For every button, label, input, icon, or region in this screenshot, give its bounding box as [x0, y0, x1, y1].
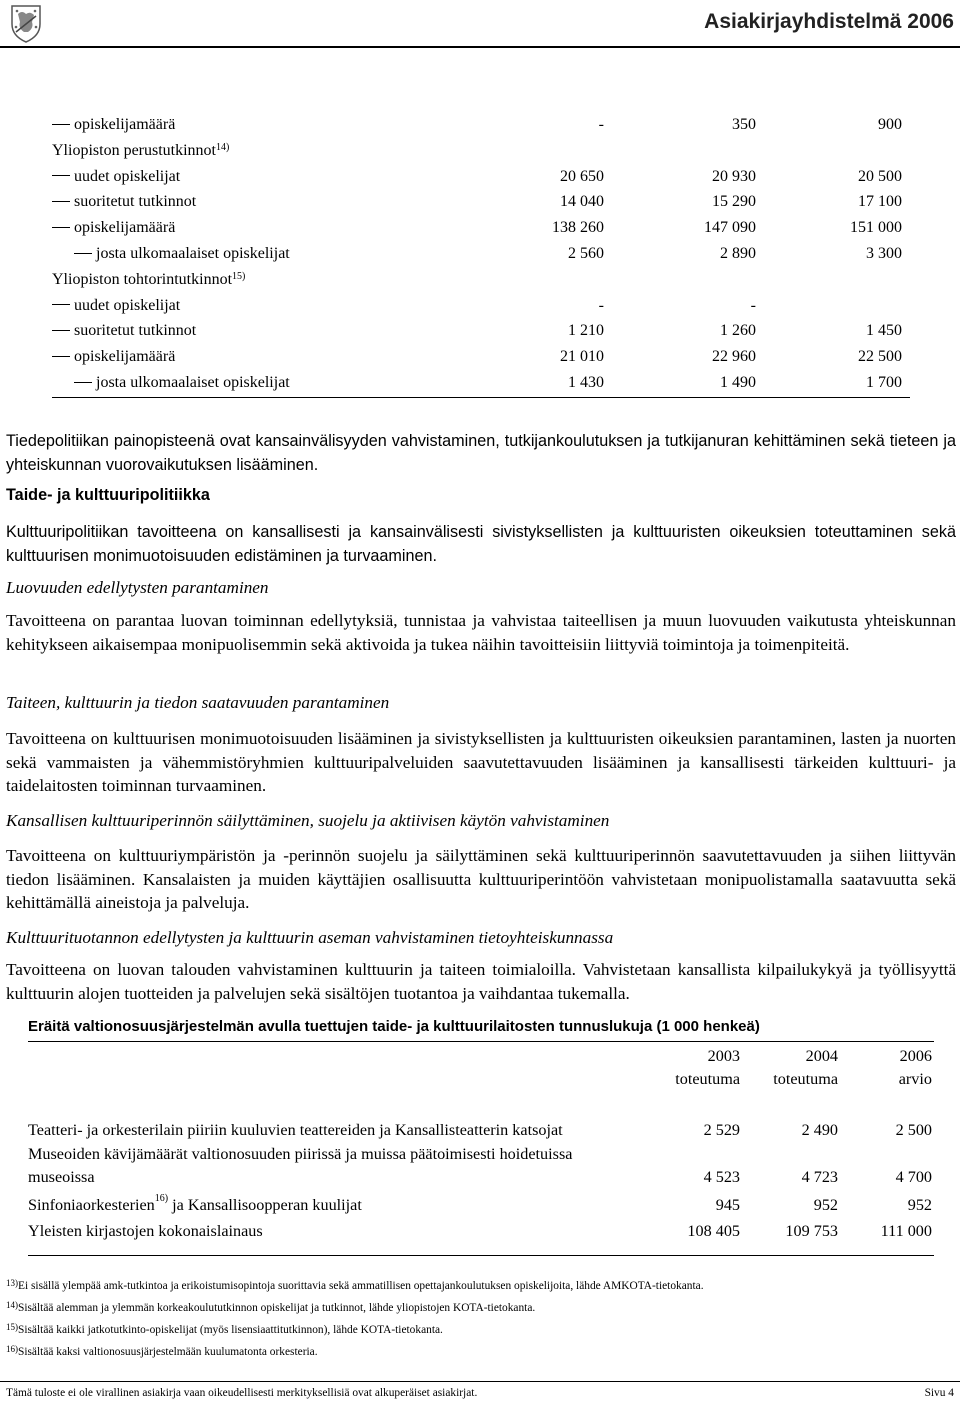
row-label-museums: Museoiden kävijämäärät valtionosuuden piirissä ja muissa päätoimisesti hoidetuissa: [28, 1145, 573, 1163]
table-cell: 1 260: [720, 322, 756, 340]
table-row: [52, 267, 910, 293]
footnote-14: $^{14)}$Sisältää alemman ja ylemmän korkeakoulututkinnon opiskelijat ja tutkinnot, lähde yliopistojen KOTA-tietokanta.: [6, 1300, 536, 1314]
education-statistics-table: [52, 112, 910, 396]
table-row: [52, 344, 910, 370]
row-label: josta ulkomaalaiset opiskelijat: [74, 370, 290, 396]
em-dash-marker: [52, 356, 70, 357]
table-cell: 1 210: [568, 322, 604, 340]
table-cell: 1 700: [866, 373, 902, 391]
table-cell: 21 010: [560, 348, 604, 366]
table-row: [52, 112, 910, 138]
col-header-2004: 2004 toteutuma: [773, 1047, 838, 1088]
page-number: Sivu 4: [924, 1387, 954, 1399]
footnote-15: $^{15)}$Sisältää kaikki jatkotutkinto-opiskelijat (myös lisensiaattitutkinnon), lähde KOTA-tietokanta.: [6, 1322, 443, 1336]
table-row: [52, 138, 910, 164]
em-dash-marker: [74, 382, 92, 383]
table-cell: 20 500: [858, 167, 902, 185]
row-label: josta ulkomaalaiset opiskelijat: [74, 241, 290, 267]
culture-institutions-table-title: Eräitä valtionosuusjärjestelmän avulla tuettujen taide- ja kulttuurilaitosten tunnuslukuja (1 000 henkeä): [28, 1018, 760, 1035]
table-cell: 151 000: [850, 219, 902, 237]
cell-theatre-2006: 2 500: [895, 1121, 932, 1139]
table-cell: 17 100: [858, 193, 902, 211]
table-cell: 2 890: [720, 244, 756, 262]
em-dash-marker: [52, 330, 70, 331]
cell-museums-2006: 4 700: [895, 1168, 932, 1186]
row-label: opiskelijamäärä: [52, 344, 175, 370]
table-row: [52, 293, 910, 319]
cell-libraries-2004: 109 753: [785, 1222, 838, 1240]
table-cell: 3 300: [866, 244, 902, 262]
subheading-creativity: Luovuuden edellytysten parantaminen: [6, 578, 269, 597]
cell-theatre-2003: 2 529: [703, 1121, 740, 1139]
subheading-information-society: Kulttuurituotannon edellytysten ja kulttuurin aseman vahvistaminen tietoyhteiskunnassa: [6, 928, 614, 947]
row-label-libraries: Yleisten kirjastojen kokonaislainaus: [28, 1222, 263, 1240]
footer-divider: [0, 1381, 960, 1382]
footnote-16: $^{16)}$Sisältää kaksi valtionosuusjärjestelmään kuulumatonta orkesteria.: [6, 1344, 318, 1358]
document-title: Asiakirjayhdistelmä 2006: [704, 10, 954, 33]
row-label: opiskelijamäärä: [52, 112, 175, 138]
table-cell: 1 430: [568, 373, 604, 391]
table-row: [52, 241, 910, 267]
table-row: [52, 370, 910, 396]
row-label: suoritetut tutkinnot: [52, 318, 196, 344]
table-row: [52, 318, 910, 344]
science-policy-paragraph: Tiedepolitiikan painopisteenä ovat kansainvälisyyden vahvistaminen, tutkijankoulutuksen ja tutkijanuran kehittäminen sekä tieteen ja yhteiskunnan vuorovaikutuksen lisääminen.: [6, 432, 956, 474]
header-divider: [0, 46, 960, 48]
row-label-symphony: Sinfoniaorkesterien$^{16)}$ ja Kansallisoopperan kuulijat: [28, 1193, 362, 1214]
table-cell: -: [598, 296, 604, 314]
table-cell: 138 260: [552, 219, 604, 237]
cell-symphony-2006: 952: [907, 1196, 932, 1214]
creativity-paragraph: Tavoitteena on parantaa luovan toiminnan edellytyksiä, tunnistaa ja vahvistaa taiteellisen ja muun luovuuden vaikutusta yhteiskunnan kehitykseen aikaisempaa monipuolisemmin sekä aktivoida ja tukea näihin tavoitteisiin liittyviä toimintoja ja toimenpiteitä.: [6, 611, 956, 654]
table-cell: 15 290: [712, 193, 756, 211]
row-label: Yliopiston perustutkinnot$^{14)}$: [52, 141, 230, 159]
footer-disclaimer: Tämä tuloste ei ole virallinen asiakirja vaan oikeudellisesti merkityksellisiä ovat alkuperäiset asiakirjat.: [6, 1387, 478, 1399]
table-cell: 14 040: [560, 193, 604, 211]
table-cell: 1 450: [866, 322, 902, 340]
table-cell: 2 560: [568, 244, 604, 262]
row-label: opiskelijamäärä: [52, 215, 175, 241]
em-dash-marker: [52, 227, 70, 228]
footnote-13: $^{13)}$Ei sisällä ylempää amk-tutkintoa ja erikoistumisopintoja suorittavia sekä ammatillisen opettajankoulutuksen opiskelijoita, lähde AMKOTA-tietokanta.: [6, 1278, 704, 1292]
information-society-paragraph: Tavoitteena on luovan talouden vahvistaminen kulttuurin ja taiteen toimialoilla. Vahvistetaan kansallista kilpailukykyä ja työllisyyttä kulttuurin alojen tuotteiden ja palvelujen sekä sisältöjen tuotantoa ja vaihdantaa tukemalla.: [6, 960, 956, 1003]
row-label-theatre: Teatteri- ja orkesterilain piiriin kuuluvien teattereiden ja Kansallisteatterin katsojat: [28, 1121, 563, 1139]
heritage-paragraph: Tavoitteena on kulttuuriympäristön ja -perinnön suojelu ja säilyttäminen sekä kulttuuriperinnön saavutettavuuden ja siihen liittyvän tiedon lisääminen. Kansalaisten ja muiden käyttäjien osallisuutta kulttuuriperintöön vahvistetaan monipuolistamalla saatavuutta sekä kehittämällä aineistoja ja palveluja.: [6, 846, 956, 912]
table2-top-rule: [28, 1041, 934, 1042]
table-row: [52, 215, 910, 241]
em-dash-marker: [52, 175, 70, 176]
footnote-ref-16: 16): [154, 1193, 169, 1204]
em-dash-marker: [52, 201, 70, 202]
cell-museums-2004: 4 723: [801, 1168, 838, 1186]
table-cell: -: [598, 116, 604, 133]
row-label: uudet opiskelijat: [52, 164, 180, 190]
cell-libraries-2003: 108 405: [687, 1222, 740, 1240]
table-cell: 20 930: [712, 167, 756, 185]
col-header-2003: 2003 toteutuma: [675, 1047, 740, 1088]
table-cell: 20 650: [560, 167, 604, 185]
row-label: Yliopiston tohtorintutkinnot$^{15)}$: [52, 270, 246, 288]
table-cell: 350: [732, 116, 756, 133]
row-label-museums-cont: museoissa: [28, 1168, 95, 1186]
table-cell: 22 500: [858, 348, 902, 366]
row-label: uudet opiskelijat: [52, 293, 180, 319]
cell-libraries-2006: 111 000: [880, 1222, 932, 1240]
em-dash-marker: [52, 124, 70, 125]
em-dash-marker: [74, 253, 92, 254]
col-header-2006: 2006 arvio: [898, 1047, 932, 1088]
row-label: suoritetut tutkinnot: [52, 189, 196, 215]
table-row: [52, 189, 910, 215]
cell-symphony-2003: 945: [715, 1196, 740, 1214]
table-cell: 900: [878, 116, 902, 133]
em-dash-marker: [52, 304, 70, 305]
section-heading-culture-policy: Taide- ja kulttuuripolitiikka: [6, 486, 210, 504]
accessibility-paragraph: Tavoitteena on kulttuurisen monimuotoisuuden lisääminen ja sivistyksellisten ja kulttuuristen oikeuksien parantaminen, lasten ja nuorten sekä vammaisten ja vähemmistöryhmien kulttuuripalveluiden saavutettavuuden lisääminen ja kansallisesti tärkeiden kulttuuri- ja taidelaitosten toiminnan turvaaminen.: [6, 729, 956, 795]
table-cell: -: [750, 296, 756, 314]
cell-symphony-2004: 952: [813, 1196, 838, 1214]
cell-theatre-2004: 2 490: [801, 1121, 838, 1139]
table-cell: 147 090: [704, 219, 756, 237]
culture-policy-paragraph: Kulttuuripolitiikan tavoitteena on kansallisesti ja kansainvälisesti sivistyksellisten ja kulttuuristen oikeuksien toteuttaminen sekä kulttuurisen monimuotoisuuden edistäminen ja turvaaminen.: [6, 523, 956, 565]
subheading-heritage: Kansallisen kulttuuriperinnön säilyttäminen, suojelu ja aktiivisen käytön vahvistaminen: [6, 811, 610, 830]
table-cell: 22 960: [712, 348, 756, 366]
table-row: [52, 164, 910, 190]
subheading-accessibility: Taiteen, kulttuurin ja tiedon saatavuuden parantaminen: [6, 693, 390, 712]
table-cell: 1 490: [720, 373, 756, 391]
finnish-lion-coat-of-arms-icon: [4, 2, 48, 44]
table-bottom-rule: [52, 397, 910, 398]
cell-museums-2003: 4 523: [703, 1168, 740, 1186]
table2-bottom-rule: [28, 1255, 934, 1256]
